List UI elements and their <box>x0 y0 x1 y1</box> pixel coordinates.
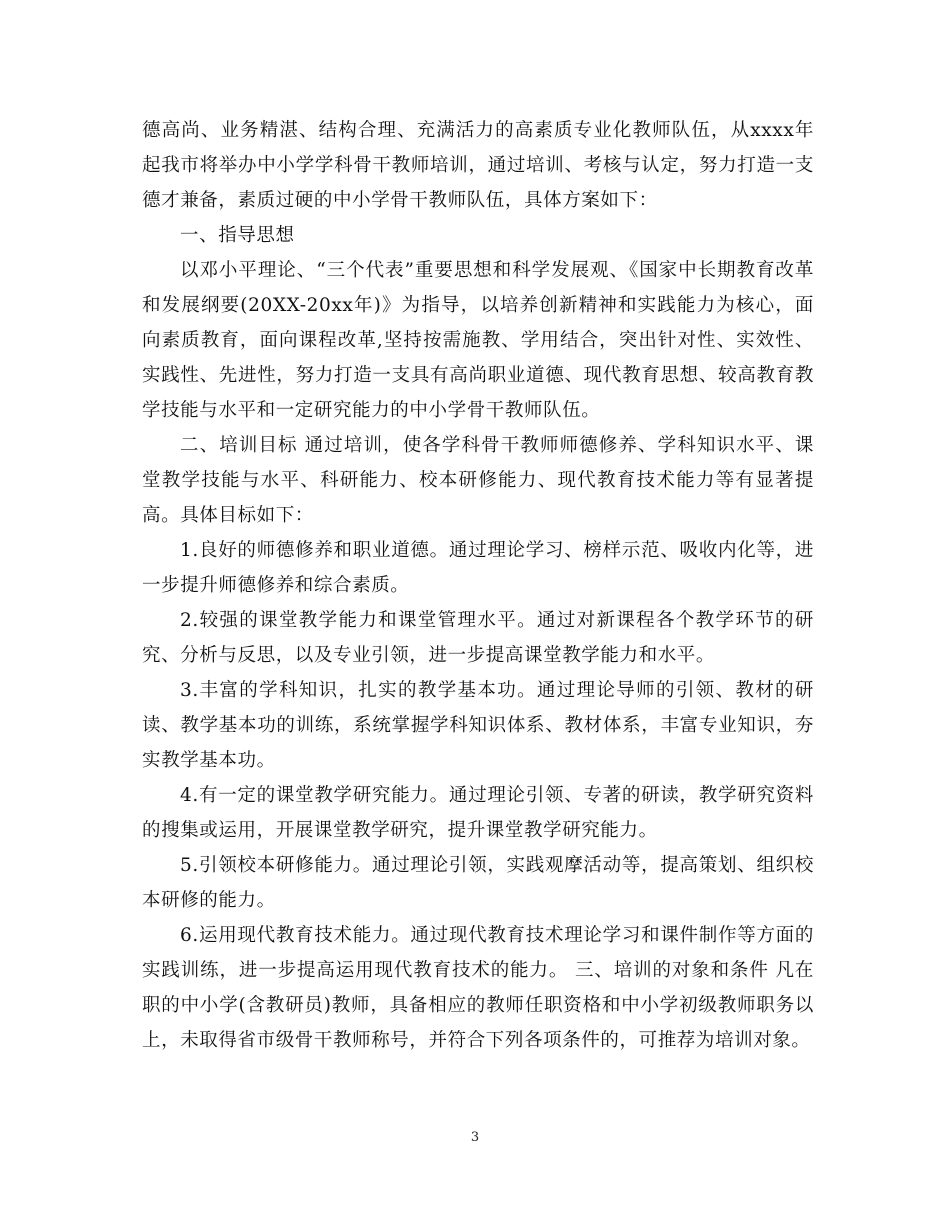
document-body <box>142 113 814 1058</box>
paragraph-goal-4: 4.有一定的课堂教学研究能力。通过理论引领、专著的研读，教学研究资料的搜集或运用，开展课堂教学研究，提升课堂教学研究能力。 <box>142 785 814 841</box>
paragraph-goal-5: 5.引领校本研修能力。通过理论引领，实践观摩活动等，提高策划、组织校本研修的能力。 <box>142 855 814 911</box>
paragraph-goal-3: 3.丰富的学科知识，扎实的教学基本功。通过理论导师的引领、教材的研读、教学基本功的训练，系统掌握学科知识体系、教材体系，丰富专业知识，夯实教学基本功。 <box>142 680 814 771</box>
paragraph-intro: 德高尚、业务精湛、结构合理、充满活力的高素质专业化教师队伍，从xxxx年起我市将举办中小学学科骨干教师培训，通过培训、考核与认定，努力打造一支德才兼备，素质过硬的中小学骨干教师队伍，具体方案如下： <box>142 120 814 211</box>
paragraph-goal-6: 6.运用现代教育技术能力。通过现代教育技术理论学习和课件制作等方面的实践训练，进一步提高运用现代教育技术的能力。 三、培训的对象和条件 凡在职的中小学(含教研员)教师，具备相应的教师任职资格和中小学初级教师职务以上，未取得省市级骨干教师称号，并符合下列各项条件的，可推荐为培训对象。 <box>142 925 814 1051</box>
paragraph-training-goals: 二、培训目标 通过培训，使各学科骨干教师师德修养、学科知识水平、课堂教学技能与水平、科研能力、校本研修能力、现代教育技术能力等有显著提高。具体目标如下： <box>142 435 814 526</box>
paragraph-goal-2: 2.较强的课堂教学能力和课堂管理水平。通过对新课程各个教学环节的研究、分析与反思，以及专业引领，进一步提高课堂教学能力和水平。 <box>142 610 814 666</box>
page-number: 3 <box>470 1130 480 1145</box>
heading-guiding-ideology: 一、指导思想 <box>180 225 295 246</box>
paragraph-goal-1: 1.良好的师德修养和职业道德。通过理论学习、榜样示范、吸收内化等，进一步提升师德修养和综合素质。 <box>142 540 814 596</box>
paragraph-guiding-ideology: 以邓小平理论、“三个代表”重要思想和科学发展观、《国家中长期教育改革和发展纲要(20XX-20xx年)》为指导，以培养创新精神和实践能力为核心，面向素质教育，面向课程改革,坚持按需施教、学用结合，突出针对性、实效性、实践性、先进性，努力打造一支具有高尚职业道德、现代教育思想、较高教育教学技能与水平和一定研究能力的中小学骨干教师队伍。 <box>142 260 814 421</box>
